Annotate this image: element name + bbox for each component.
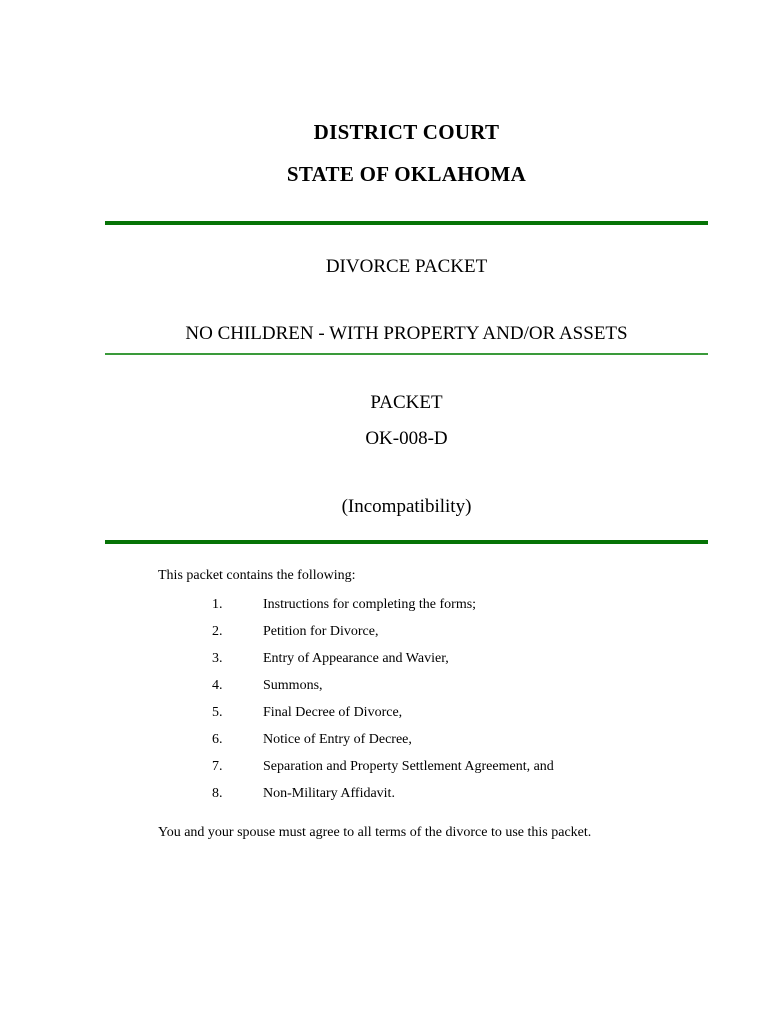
divider-bottom bbox=[105, 540, 708, 544]
list-item bbox=[105, 753, 708, 780]
item-text: Summons, bbox=[263, 678, 323, 693]
list-item bbox=[105, 645, 708, 672]
court-title bbox=[105, 111, 708, 195]
court-title-line1: DISTRICT COURT bbox=[313, 120, 500, 144]
item-number: 2. bbox=[212, 624, 223, 639]
item-text: Notice of Entry of Decree, bbox=[263, 732, 412, 747]
contents-list bbox=[105, 591, 708, 807]
list-item bbox=[105, 726, 708, 753]
list-item bbox=[105, 672, 708, 699]
item-number: 3. bbox=[212, 651, 223, 666]
item-number: 4. bbox=[212, 678, 223, 693]
item-text: Separation and Property Settlement Agreement, and bbox=[263, 759, 554, 774]
document-content bbox=[105, 111, 708, 843]
item-text: Final Decree of Divorce, bbox=[263, 705, 403, 720]
packet-title: DIVORCE PACKET bbox=[325, 256, 488, 277]
contents-intro: This packet contains the following: bbox=[158, 568, 356, 583]
packet-number: OK-008-D bbox=[365, 428, 448, 449]
divider-top bbox=[105, 221, 708, 225]
list-item bbox=[105, 699, 708, 726]
list-item bbox=[105, 618, 708, 645]
list-item bbox=[105, 780, 708, 807]
item-number: 1. bbox=[212, 597, 223, 612]
item-text: Instructions for completing the forms; bbox=[263, 597, 477, 612]
item-number: 5. bbox=[212, 705, 223, 720]
item-number: 8. bbox=[212, 786, 223, 801]
item-number: 6. bbox=[212, 732, 223, 747]
item-text: Petition for Divorce, bbox=[263, 624, 379, 639]
item-text: Entry of Appearance and Wavier, bbox=[263, 651, 449, 666]
grounds-note: (Incompatibility) bbox=[341, 496, 472, 517]
divider-middle bbox=[105, 353, 708, 355]
packet-subtitle: NO CHILDREN - WITH PROPERTY AND/OR ASSETS bbox=[185, 323, 628, 344]
item-text: Non-Military Affidavit. bbox=[263, 786, 395, 801]
item-number: 7. bbox=[212, 759, 223, 774]
list-item bbox=[105, 591, 708, 618]
agreement-note: You and your spouse must agree to all terms of the divorce to use this packet. bbox=[158, 825, 592, 840]
packet-label: PACKET bbox=[370, 392, 443, 413]
court-title-line2: STATE OF OKLAHOMA bbox=[286, 162, 527, 186]
